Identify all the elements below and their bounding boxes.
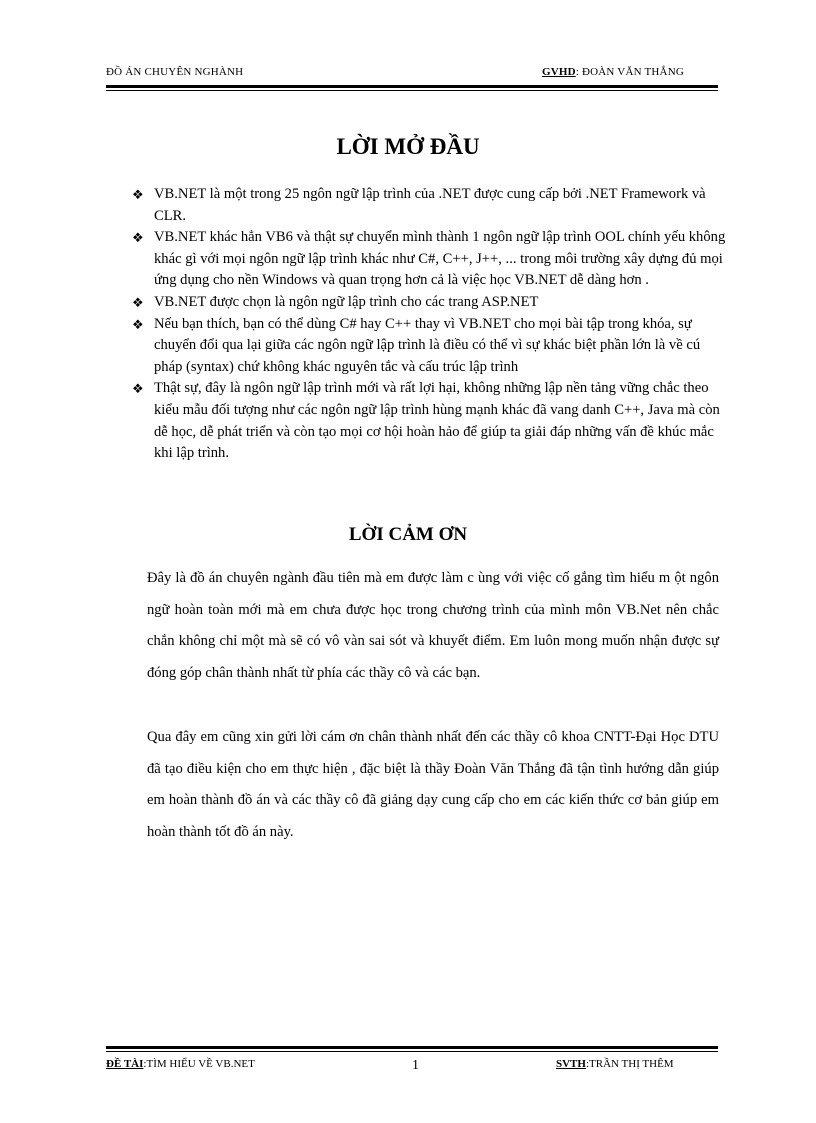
intro-bullet-text: VB.NET được chọn là ngôn ngữ lập trình cho các trang ASP.NET: [154, 293, 539, 310]
intro-bullet-text: Thật sự, đây là ngôn ngữ lập trình mới và rất lợi hại, không những lập nền tảng vững chắc theo kiểu mẫu đối tượng như các ngôn ngữ lập trình hùng mạnh khác đã vang danh C++, Java mà còn dễ học, dễ phát triển và còn tạo mọi cơ hội hoàn hảo để giúp ta giải đáp những vấn đề khúc mắc khi lập trình.: [154, 380, 720, 462]
header-rule-thin: [106, 90, 718, 91]
intro-bullet-item: [132, 378, 732, 464]
footer-student: [556, 1058, 674, 1070]
intro-bullet-list: [132, 184, 732, 465]
header-supervisor-sep: :: [575, 66, 582, 78]
thanks-paragraph: Qua đây em cũng xin gửi lời cám ơn chân thành nhất đến các thầy cô khoa CNTT-Đại Học DTU đã tạo điều kiện cho em thực hiện , đặc biệt là thầy Đoàn Văn Thắng đã tận tình hướng dẫn giúp em hoàn thành đồ án và các thầy cô đã giảng dạy cung cấp cho em các kiến thức cơ bản giúp em hoàn thành tốt đồ án này.: [147, 729, 719, 840]
intro-bullet-item: [132, 184, 732, 227]
intro-title: LỜI MỞ ĐẦU: [336, 134, 480, 159]
thanks-paragraph: Đây là đồ án chuyên ngành đầu tiên mà em được làm c ùng với việc cố gắng tìm hiểu m ột ngôn ngữ hoàn toàn mới mà em chưa được học trong chương trình của mình môn VB.Net nên chắc chắn không chỉ một mà sẽ có vô vàn sai sót và khuyết điểm. Em luôn mong muốn nhận được sự đóng góp chân thành nhất từ phía các thầy cô và các bạn.: [147, 570, 719, 681]
footer-topic-sep: :: [143, 1058, 147, 1070]
diamond-bullet-icon: ❖: [132, 187, 144, 202]
header-supervisor-name: ĐOÀN VĂN THẮNG: [581, 66, 684, 78]
footer-rule-thick: [106, 1046, 718, 1049]
thanks-title: LỜI CẢM ƠN: [348, 524, 468, 545]
intro-bullet-text: VB.NET khác hẳn VB6 và thật sự chuyển mình thành 1 ngôn ngữ lập trình OOL chính yếu không khác gì với mọi ngôn ngữ lập trình khác như C#, C++, J++, ... trong môi trường xây dựng đủ mọi ứng dụng cho nền Windows và quan trọng hơn cả là việc học VB.NET dễ dàng hơn .: [154, 229, 726, 289]
footer-topic-label: ĐỀ TÀI: [106, 1058, 144, 1070]
header-rule-thick: [106, 85, 718, 88]
header-supervisor-label: GVHD: [541, 66, 576, 78]
page-number: 1: [412, 1058, 419, 1073]
page-footer: [106, 1058, 718, 1076]
footer-student-sep: :: [585, 1058, 590, 1070]
footer-rule-thin: [106, 1051, 718, 1052]
intro-bullet-text: Nếu bạn thích, bạn có thể dùng C# hay C++ thay vì VB.NET cho mọi bài tập trong khóa, sự chuyển đổi qua lại giữa các ngôn ngữ lập trình là điều có thể vì sự khác biệt phần lớn là về cú pháp (syntax) chứ không khác nguyên tắc và cấu trúc lập trình: [154, 315, 701, 375]
intro-bullet-text: VB.NET là một trong 25 ngôn ngữ lập trình của .NET được cung cấp bởi .NET Framework và CLR.: [154, 186, 706, 224]
header-supervisor: [542, 66, 684, 78]
intro-bullet-item: [132, 292, 732, 314]
diamond-bullet-icon: ❖: [132, 294, 144, 310]
page-header: [106, 66, 718, 82]
footer-student-value: TRẦN THỊ THÊM: [589, 1058, 674, 1070]
footer-student-label: SVTH: [556, 1058, 586, 1070]
footer-topic: [106, 1058, 255, 1070]
header-project-type: ĐỒ ÁN CHUYÊN NGHÀNH: [106, 66, 244, 78]
diamond-bullet-icon: ❖: [132, 381, 144, 397]
intro-bullet-item: [132, 314, 732, 379]
intro-bullet-item: [132, 227, 732, 292]
footer-topic-value: TÌM HIỂU VỀ VB.NET: [146, 1058, 255, 1070]
diamond-bullet-icon: ❖: [132, 316, 144, 332]
diamond-bullet-icon: ❖: [132, 230, 144, 246]
